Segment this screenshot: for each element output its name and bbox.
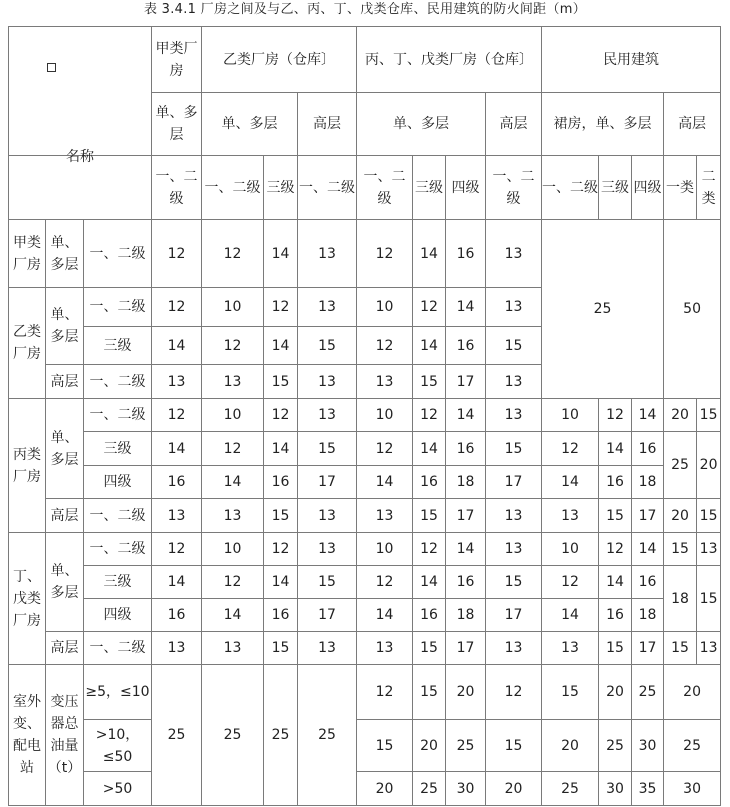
table-cell: 30 [599, 772, 632, 806]
table-cell: 12 [413, 399, 446, 432]
row-label: 高层 [46, 499, 84, 533]
group-substation: 室外变、配电站 [9, 665, 46, 806]
header-podium: 裙房，单、多层 [542, 93, 664, 156]
table-cell: 13 [152, 499, 202, 533]
table-cell: 15 [413, 365, 446, 399]
table-cell: 15 [264, 365, 298, 399]
table-cell: 15 [413, 499, 446, 533]
header-grade12: 一、二级 [357, 156, 413, 220]
row-label-transformer: 变压器总油量（t） [46, 665, 84, 806]
row-grade: 一、二级 [84, 499, 152, 533]
table-cell: 13 [357, 632, 413, 665]
table-cell: 13 [152, 365, 202, 399]
header-grade3: 三级 [599, 156, 632, 220]
table-cell: 12 [413, 288, 446, 327]
table-cell: 25 [664, 720, 721, 772]
group-yi: 乙类厂房 [9, 288, 46, 399]
table-cell: 17 [446, 499, 486, 533]
table-row [9, 665, 721, 720]
table-cell: 13 [298, 288, 357, 327]
table-cell: 16 [599, 466, 632, 499]
table-cell: 13 [298, 632, 357, 665]
header-yi-group: 乙类厂房（仓库〕 [202, 27, 357, 93]
table-cell: 10 [542, 399, 599, 432]
row-grade: 一、二级 [84, 632, 152, 665]
header-class2: 二类 [697, 156, 721, 220]
table-cell: 12 [599, 399, 632, 432]
table-cell: 13 [152, 632, 202, 665]
table-cell: 15 [697, 566, 721, 632]
table-cell: 14 [357, 466, 413, 499]
table-cell: 14 [152, 566, 202, 599]
table-cell: 18 [632, 466, 664, 499]
table-row [9, 632, 721, 665]
table-cell: 30 [664, 772, 721, 806]
row-grade: 三级 [84, 432, 152, 466]
header-grade4: 四级 [632, 156, 664, 220]
table-cell: 16 [446, 327, 486, 365]
table-cell: 30 [632, 720, 664, 772]
row-grade: 一、二级 [84, 220, 152, 288]
table-cell: 10 [202, 399, 264, 432]
table-cell: 14 [413, 566, 446, 599]
table-cell: 17 [298, 466, 357, 499]
oil-range: >50 [84, 772, 152, 806]
header-single-multi: 单、多层 [357, 93, 486, 156]
table-cell: 20 [357, 772, 413, 806]
table-cell: 12 [357, 566, 413, 599]
table-cell: 16 [413, 599, 446, 632]
table-cell: 14 [152, 327, 202, 365]
table-cell: 15 [599, 632, 632, 665]
header-high: 高层 [486, 93, 542, 156]
table-cell: 10 [357, 288, 413, 327]
table-cell: 14 [202, 599, 264, 632]
table-cell: 25 [446, 720, 486, 772]
table-cell: 13 [357, 365, 413, 399]
table-cell: 14 [599, 432, 632, 466]
table-cell: 14 [599, 566, 632, 599]
row-grade: 三级 [84, 327, 152, 365]
table-cell: 25 [298, 665, 357, 806]
table-cell: 13 [542, 499, 599, 533]
table-cell: 15 [664, 632, 697, 665]
oil-range: ≥5，≤10 [84, 665, 152, 720]
table-cell: 12 [152, 288, 202, 327]
table-cell: 14 [357, 599, 413, 632]
fire-spacing-table [8, 26, 721, 806]
table-cell: 14 [152, 432, 202, 466]
table-cell: 14 [264, 432, 298, 466]
table-row [9, 432, 721, 466]
table-cell: 20 [697, 432, 721, 499]
table-cell: 12 [357, 327, 413, 365]
table-cell: 15 [599, 499, 632, 533]
civil-25-cell: 25 [542, 220, 664, 399]
table-cell: 12 [264, 288, 298, 327]
table-cell: 13 [486, 499, 542, 533]
table-cell: 13 [486, 399, 542, 432]
header-class1: 一类 [664, 156, 697, 220]
table-cell: 13 [542, 632, 599, 665]
table-cell: 16 [413, 466, 446, 499]
group-bing: 丙类厂房 [9, 399, 46, 533]
row-grade: 一、二级 [84, 533, 152, 566]
table-cell: 16 [264, 599, 298, 632]
table-cell: 35 [632, 772, 664, 806]
header-civil: 民用建筑 [542, 27, 721, 93]
header-bing-group: 丙、丁、戊类厂房（仓库〕 [357, 27, 542, 93]
table-cell: 14 [542, 466, 599, 499]
table-cell: 17 [298, 599, 357, 632]
table-cell: 14 [413, 432, 446, 466]
table-row [9, 720, 721, 772]
header-grade12: 一、二级 [486, 156, 542, 220]
table-cell: 12 [357, 665, 413, 720]
table-cell: 20 [542, 720, 599, 772]
table-cell: 12 [357, 220, 413, 288]
table-cell: 12 [542, 566, 599, 599]
table-cell: 20 [664, 499, 697, 533]
header-grade12: 一、二级 [152, 156, 202, 220]
group-dingwu: 丁、戊类厂房 [9, 533, 46, 665]
table-cell: 13 [298, 499, 357, 533]
row-label: 单、多层 [46, 288, 84, 365]
table-cell: 17 [486, 599, 542, 632]
table-cell: 20 [486, 772, 542, 806]
table-cell: 10 [202, 288, 264, 327]
table-cell: 18 [446, 599, 486, 632]
table-row [9, 499, 721, 533]
table-cell: 15 [264, 499, 298, 533]
table-cell: 13 [298, 220, 357, 288]
table-row [9, 566, 721, 599]
table-row [9, 533, 721, 566]
table-cell: 17 [632, 499, 664, 533]
table-cell: 13 [202, 632, 264, 665]
table-cell: 13 [357, 499, 413, 533]
table-cell: 13 [486, 365, 542, 399]
table-cell: 12 [599, 533, 632, 566]
table-cell: 13 [697, 533, 721, 566]
table-cell: 25 [542, 772, 599, 806]
table-cell: 14 [264, 220, 298, 288]
table-cell: 25 [599, 720, 632, 772]
table-cell: 25 [202, 665, 264, 806]
table-cell: 16 [264, 466, 298, 499]
table-cell: 12 [202, 220, 264, 288]
table-cell: 12 [202, 566, 264, 599]
table-cell: 16 [446, 432, 486, 466]
header-single-multi: 单、多层 [202, 93, 298, 156]
table-cell: 14 [446, 533, 486, 566]
table-cell: 15 [486, 566, 542, 599]
table-cell: 14 [446, 288, 486, 327]
table-cell: 13 [202, 499, 264, 533]
table-cell: 15 [298, 566, 357, 599]
table-cell: 20 [599, 665, 632, 720]
table-cell: 14 [632, 533, 664, 566]
row-label: 单、多层 [46, 399, 84, 499]
table-cell: 20 [446, 665, 486, 720]
table-cell: 12 [542, 432, 599, 466]
table-row [9, 220, 721, 288]
table-cell: 16 [152, 466, 202, 499]
table-cell: 14 [264, 327, 298, 365]
table-cell: 12 [202, 432, 264, 466]
table-cell: 14 [264, 566, 298, 599]
civil-50-cell: 50 [664, 220, 721, 399]
table-cell: 10 [357, 533, 413, 566]
table-cell: 13 [486, 632, 542, 665]
table-cell: 16 [446, 566, 486, 599]
table-cell: 15 [697, 399, 721, 432]
table-cell: 18 [664, 566, 697, 632]
table-cell: 14 [446, 399, 486, 432]
table-cell: 14 [632, 399, 664, 432]
table-cell: 25 [664, 432, 697, 499]
header-jia-factory: 甲类厂房 [152, 27, 202, 93]
table-row [9, 466, 721, 499]
table-cell: 13 [298, 365, 357, 399]
header-single-multi: 单、多层 [152, 93, 202, 156]
table-cell: 16 [152, 599, 202, 632]
table-cell: 20 [413, 720, 446, 772]
table-cell: 16 [632, 432, 664, 466]
table-cell: 15 [542, 665, 599, 720]
header-grade12: 一、二级 [202, 156, 264, 220]
table-cell: 12 [486, 665, 542, 720]
table-cell: 13 [298, 399, 357, 432]
table-cell: 20 [664, 399, 697, 432]
row-label: 高层 [46, 365, 84, 399]
header-grade12: 一、二级 [298, 156, 357, 220]
table-cell: 15 [413, 665, 446, 720]
table-cell: 13 [202, 365, 264, 399]
table-row [9, 772, 721, 806]
table-cell: 14 [542, 599, 599, 632]
table-cell: 13 [486, 288, 542, 327]
header-high: 高层 [664, 93, 721, 156]
table-cell: 12 [264, 399, 298, 432]
table-cell: 12 [152, 220, 202, 288]
table-cell: 16 [446, 220, 486, 288]
table-cell: 10 [202, 533, 264, 566]
table-row [9, 399, 721, 432]
table-cell: 15 [664, 533, 697, 566]
name-header-cell [9, 27, 152, 165]
oil-range: >10，≤50 [84, 720, 152, 772]
table-cell: 15 [486, 720, 542, 772]
table-cell: 13 [697, 632, 721, 665]
row-grade: 一、二级 [84, 288, 152, 327]
row-label: 单、多层 [46, 533, 84, 632]
table-cell: 13 [486, 533, 542, 566]
header-grade3: 三级 [413, 156, 446, 220]
table-cell: 17 [446, 632, 486, 665]
table-cell: 12 [413, 533, 446, 566]
table-cell: 25 [264, 665, 298, 806]
table-cell: 12 [152, 533, 202, 566]
row-grade: 四级 [84, 599, 152, 632]
table-cell: 15 [264, 632, 298, 665]
table-cell: 12 [202, 327, 264, 365]
row-grade: 一、二级 [84, 399, 152, 432]
table-cell: 16 [632, 566, 664, 599]
table-cell: 20 [664, 665, 721, 720]
table-cell: 10 [542, 533, 599, 566]
table-cell: 15 [298, 327, 357, 365]
header-high: 高层 [298, 93, 357, 156]
table-cell: 10 [357, 399, 413, 432]
table-cell: 15 [413, 632, 446, 665]
table-cell: 15 [298, 432, 357, 466]
table-cell: 14 [413, 220, 446, 288]
header-grade4: 四级 [446, 156, 486, 220]
table-cell: 13 [298, 533, 357, 566]
table-cell: 25 [413, 772, 446, 806]
table-row [9, 599, 721, 632]
header-grade12: 一、二级 [542, 156, 599, 220]
table-cell: 12 [357, 432, 413, 466]
table-cell: 17 [446, 365, 486, 399]
header-grade3: 三级 [264, 156, 298, 220]
row-grade: 四级 [84, 466, 152, 499]
row-grade: 一、二级 [84, 365, 152, 399]
table-cell: 17 [632, 632, 664, 665]
table-cell: 17 [486, 466, 542, 499]
table-cell: 18 [446, 466, 486, 499]
table-cell: 15 [486, 432, 542, 466]
table-cell: 14 [413, 327, 446, 365]
name-header: 名称 [66, 149, 94, 165]
row-label: 高层 [46, 632, 84, 665]
table-cell: 25 [632, 665, 664, 720]
table-cell: 25 [152, 665, 202, 806]
table-cell: 15 [697, 499, 721, 533]
row-grade: 三级 [84, 566, 152, 599]
table-cell: 18 [632, 599, 664, 632]
table-cell: 13 [486, 220, 542, 288]
table-cell: 14 [202, 466, 264, 499]
table-cell: 15 [486, 327, 542, 365]
table-cell: 16 [599, 599, 632, 632]
table-cell: 15 [357, 720, 413, 772]
table-title: 表 3.4.1 厂房之间及与乙、丙、丁、戊类仓库、民用建筑的防火间距（m） [143, 2, 587, 17]
row-label: 单、多层 [46, 220, 84, 288]
table-cell: 30 [446, 772, 486, 806]
table-cell: 12 [152, 399, 202, 432]
checkbox-icon [47, 63, 56, 72]
group-jia: 甲类厂房 [9, 220, 46, 288]
table-cell: 12 [264, 533, 298, 566]
